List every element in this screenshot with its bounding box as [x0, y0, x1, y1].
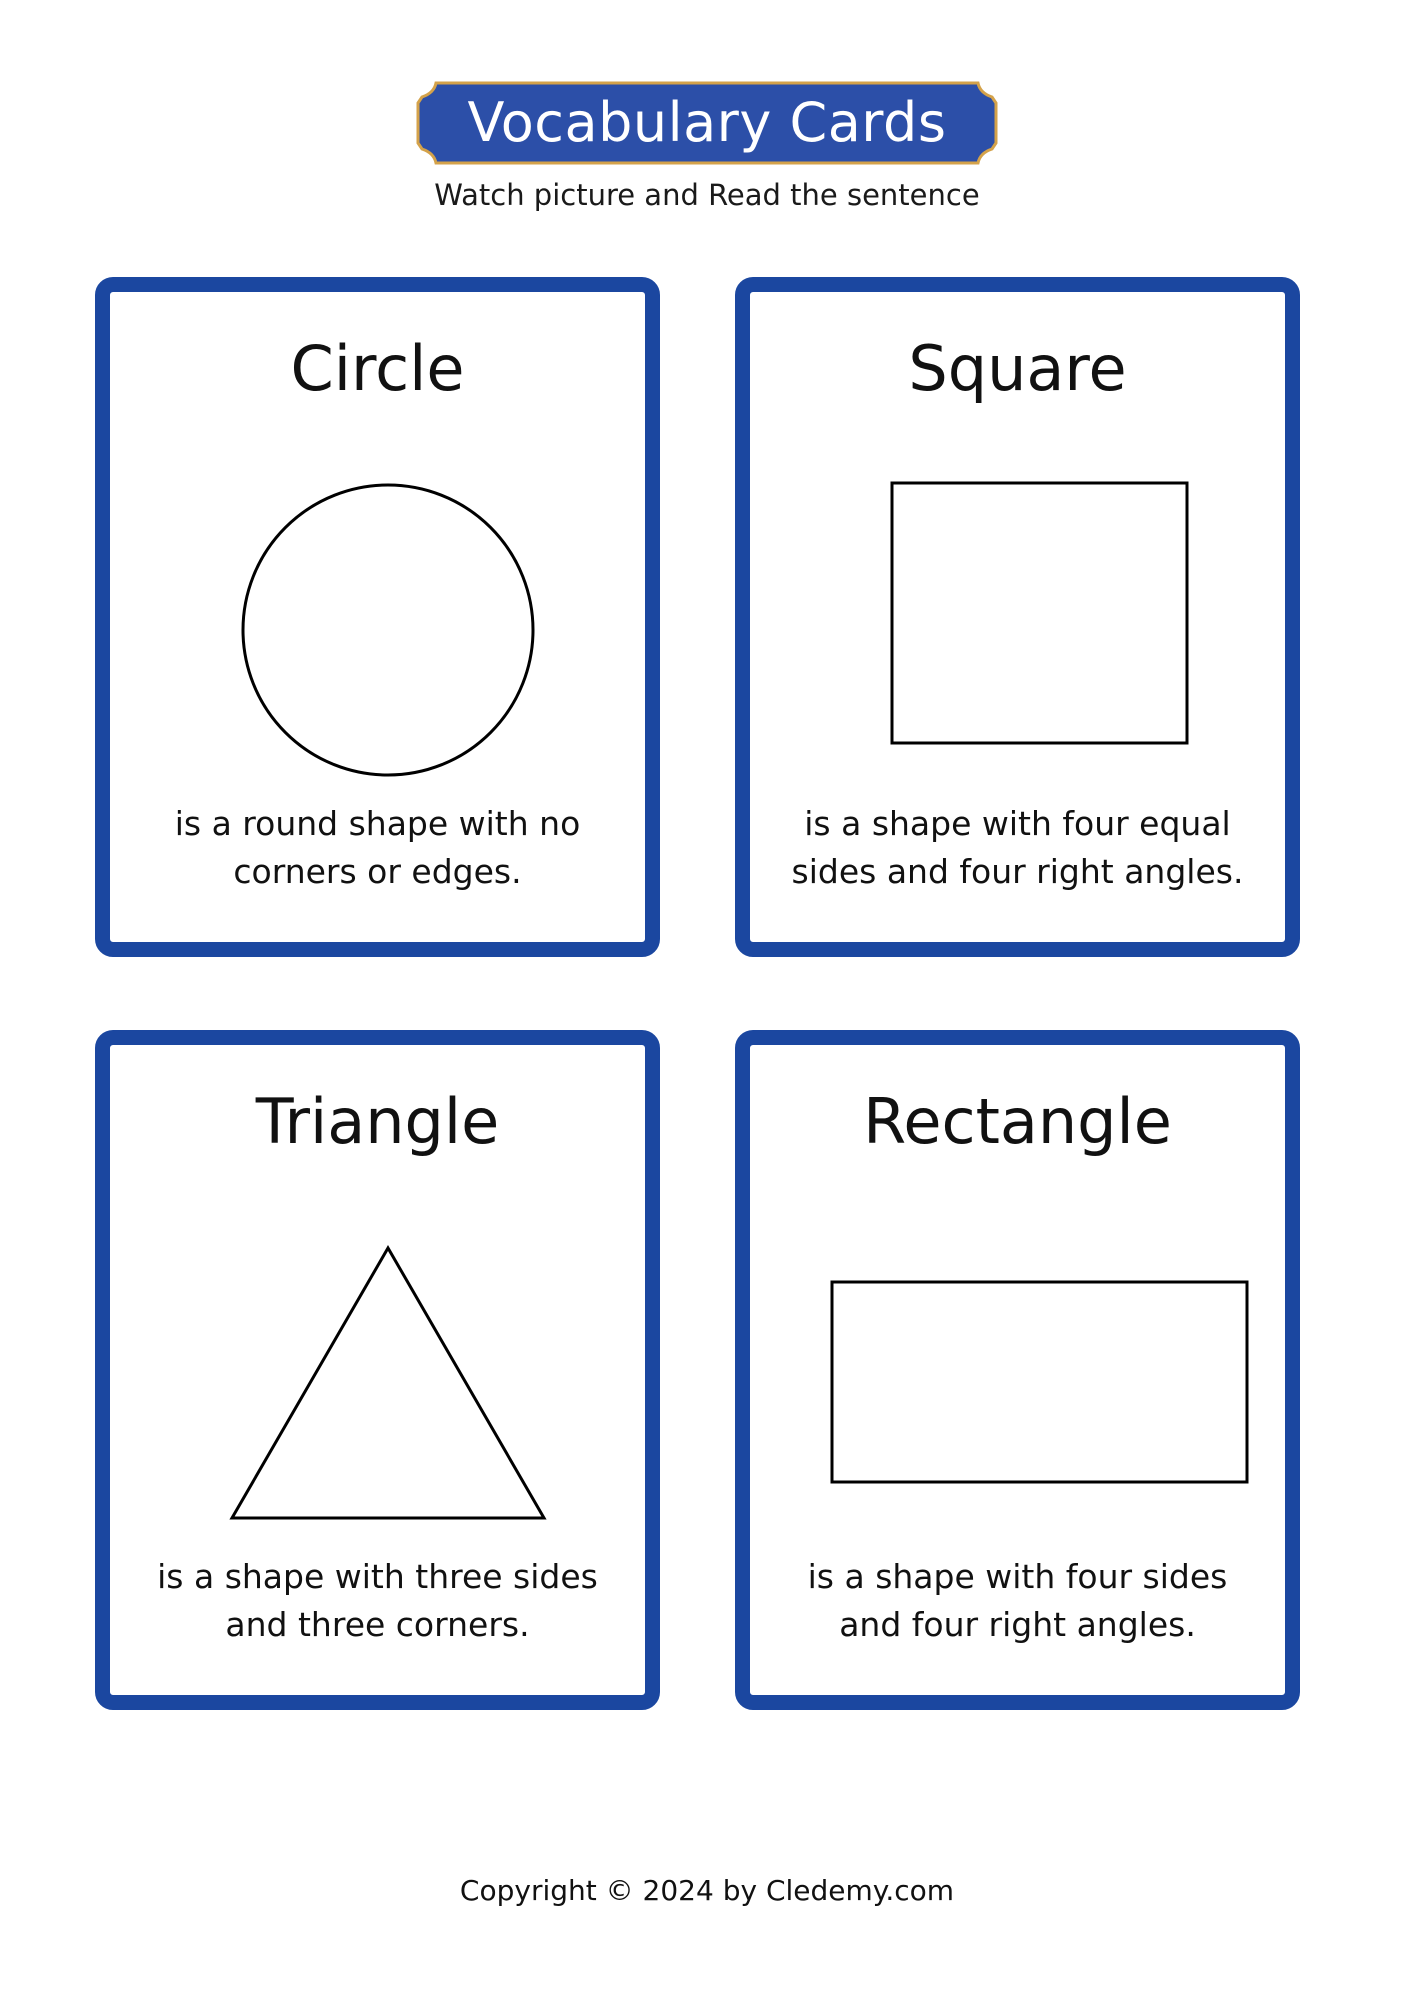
vocab-card-circle	[95, 277, 660, 957]
card-word: Circle	[290, 332, 465, 405]
card-sentence: is a shape with four equal sides and four right angles.	[791, 804, 1244, 891]
card-word: Square	[908, 332, 1127, 405]
title-banner	[414, 79, 1000, 167]
vocab-card-rectangle	[735, 1030, 1300, 1710]
page-title: Vocabulary Cards	[467, 91, 947, 154]
card-word: Triangle	[255, 1085, 500, 1158]
vocab-card-triangle	[95, 1030, 660, 1710]
card-sentence: is a shape with three sides and three corners.	[157, 1557, 598, 1644]
vocab-card-square	[735, 277, 1300, 957]
page-subtitle: Watch picture and Read the sentence	[434, 178, 980, 212]
card-word: Rectangle	[863, 1085, 1172, 1158]
copyright-footer: Copyright © 2024 by Cledemy.com	[459, 1874, 955, 1907]
card-sentence: is a shape with four sides and four right angles.	[807, 1557, 1228, 1644]
card-sentence: is a round shape with no corners or edges.	[174, 804, 581, 891]
